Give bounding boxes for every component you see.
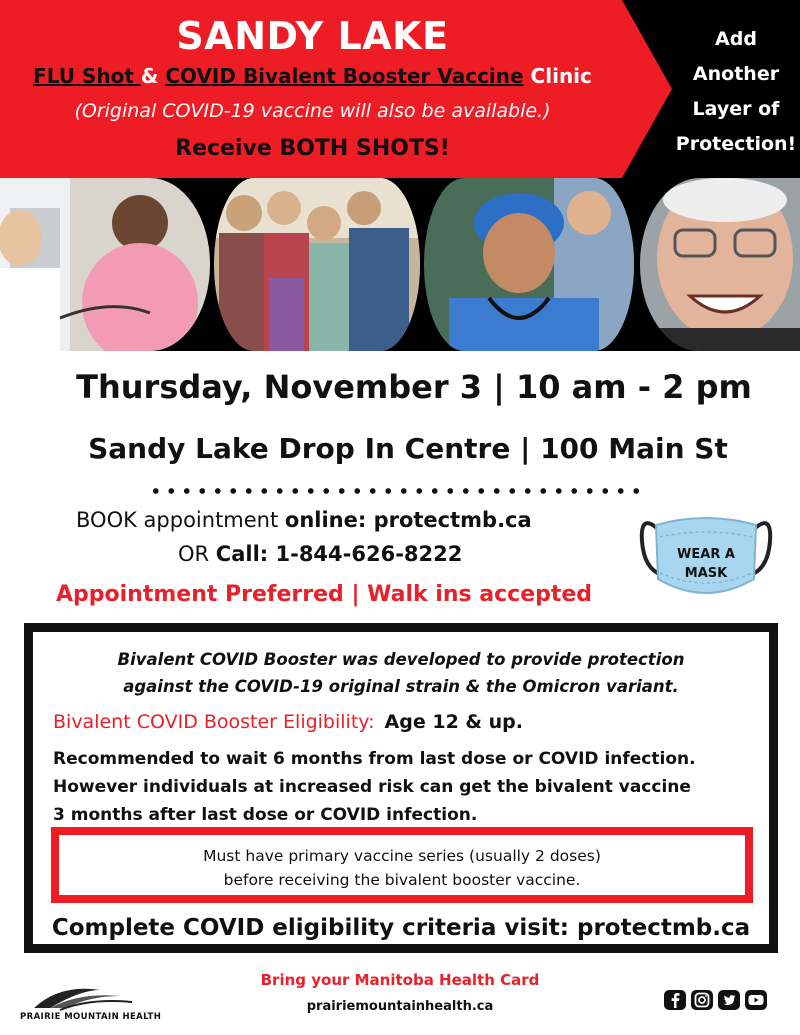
health-card-reminder: Bring your Manitoba Health Card (260, 971, 540, 989)
primary-series-line-1: Must have primary vaccine series (usually 2 doses) (203, 847, 601, 865)
tagline-line-3: Layer of (692, 98, 780, 120)
booster-description-line-1: Bivalent COVID Booster was developed to provide protection (117, 650, 685, 669)
logo-text: PRAIRIE MOUNTAIN HEALTH (20, 1012, 162, 1022)
facebook-icon[interactable] (663, 989, 687, 1011)
primary-series-line-2: before receiving the bivalent booster vaccine. (223, 871, 581, 889)
photo-strip (0, 178, 800, 351)
social-icons (663, 989, 768, 1011)
call-line (178, 542, 462, 566)
recommendation-text (53, 745, 696, 829)
eligibility-age: Age 12 & up. (384, 711, 523, 733)
instagram-icon[interactable] (690, 989, 714, 1011)
covid-booster-label: COVID Bivalent Booster Vaccine (165, 64, 524, 88)
photo-family (214, 178, 420, 351)
protection-tagline (672, 22, 800, 162)
twitter-icon[interactable] (717, 989, 741, 1011)
call-prefix: OR (178, 542, 216, 566)
complete-criteria-link[interactable]: Complete COVID eligibility criteria visit: protectmb.ca (51, 915, 751, 941)
tagline-line-2: Another (692, 63, 780, 85)
original-vaccine-note: (Original COVID-19 vaccine will also be available.) (74, 100, 551, 122)
clinic-title: SANDY LAKE (176, 14, 449, 58)
both-shots-callout: Receive BOTH SHOTS! (175, 136, 450, 161)
booster-description (33, 646, 769, 700)
event-venue: Sandy Lake Drop In Centre | 100 Main St (88, 432, 728, 465)
event-date-time: Thursday, November 3 | 10 am - 2 pm (76, 368, 752, 406)
primary-series-notice (51, 827, 753, 903)
footer-website-link[interactable]: prairiemountainhealth.ca (306, 999, 494, 1014)
recommendation-line-3: 3 months after last dose or COVID infection. (53, 805, 478, 825)
booster-description-line-2: against the COVID-19 original strain & the Omicron variant. (123, 677, 679, 696)
amp-label: & (140, 64, 166, 88)
dotted-divider (148, 486, 646, 496)
clinic-label: Clinic (523, 64, 592, 88)
appointment-preferred-note: Appointment Preferred | Walk ins accepted (56, 582, 593, 607)
booster-info-box (24, 623, 778, 953)
call-phone-number[interactable]: Call: 1-844-626-8222 (215, 542, 463, 566)
tagline-line-1: Add (715, 28, 757, 50)
book-prefix: BOOK appointment (76, 508, 285, 532)
eligibility-label: Bivalent COVID Booster Eligibility: (53, 711, 375, 733)
photo-senior-man (640, 178, 800, 351)
tagline-line-4: Protection! (675, 133, 797, 155)
mask-text-line-1: WEAR A (677, 547, 735, 562)
photo-pregnant-patient (0, 178, 210, 351)
mask-text-line-2: MASK (684, 566, 728, 581)
book-online-line (76, 508, 532, 532)
header-banner (0, 0, 800, 178)
eligibility-line (53, 711, 523, 733)
book-online-link[interactable]: online: protectmb.ca (284, 508, 532, 532)
photo-nurse (424, 178, 634, 351)
recommendation-line-1: Recommended to wait 6 months from last dose or COVID infection. (53, 749, 696, 769)
primary-series-text (59, 844, 745, 892)
youtube-icon[interactable] (744, 989, 768, 1011)
mask-icon (636, 507, 776, 607)
recommendation-line-2: However individuals at increased risk can get the bivalent vaccine (53, 777, 691, 797)
clinic-subtitle (0, 64, 625, 88)
flu-shot-label: FLU Shot (33, 64, 141, 88)
